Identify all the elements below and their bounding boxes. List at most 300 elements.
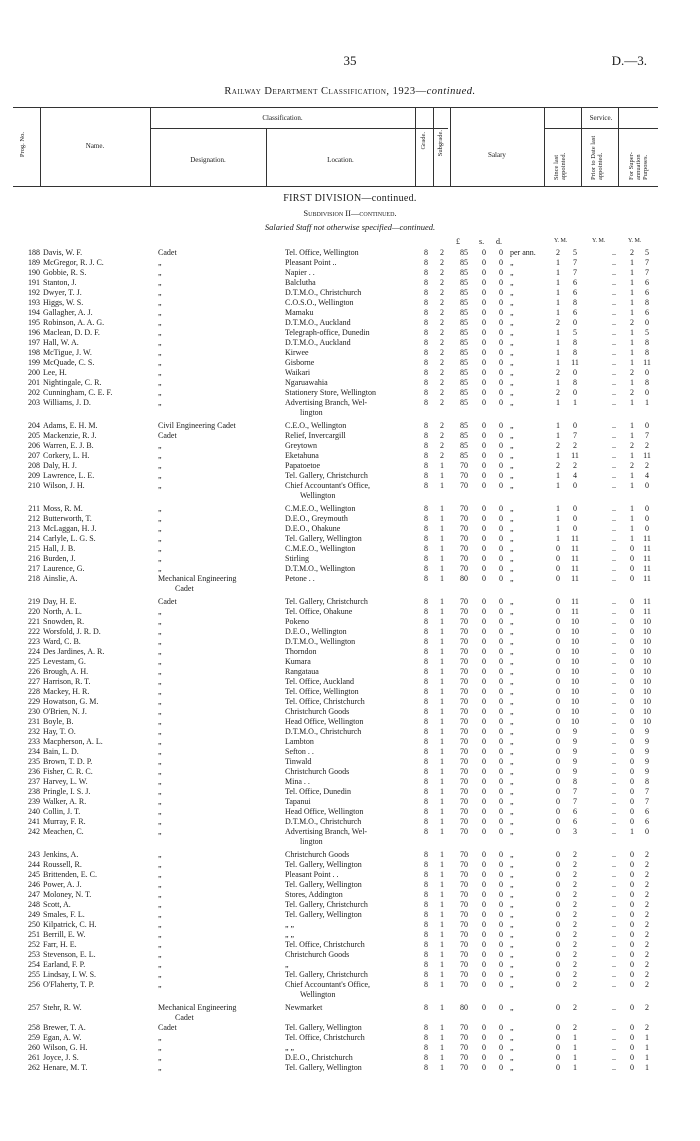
cell-super-months: 7 bbox=[645, 431, 649, 440]
cell-since-months: 2 bbox=[573, 920, 577, 929]
cell-designation: „ bbox=[158, 870, 162, 879]
cell-prog-no: 193 bbox=[28, 298, 40, 307]
cell-super-months: 11 bbox=[643, 534, 651, 543]
cell-pence: 0 bbox=[499, 747, 503, 756]
cell-super-years: 0 bbox=[630, 727, 634, 736]
cell-super-months: 2 bbox=[645, 880, 649, 889]
cell-prog-no: 256 bbox=[28, 980, 40, 989]
cell-prior: .. bbox=[612, 481, 616, 490]
cell-since-months: 2 bbox=[573, 900, 577, 909]
cell-prog-no: 245 bbox=[28, 870, 40, 879]
cell-super-years: 0 bbox=[630, 797, 634, 806]
cell-super-months: 2 bbox=[645, 441, 649, 450]
cell-grade: 8 bbox=[424, 431, 428, 440]
cell-pence: 0 bbox=[499, 481, 503, 490]
cell-since-years: 1 bbox=[556, 308, 560, 317]
cell-period: „ bbox=[510, 574, 514, 583]
cell-grade: 8 bbox=[424, 767, 428, 776]
cell-super-years: 0 bbox=[630, 1053, 634, 1062]
cell-name: Cunningham, C. E. F. bbox=[43, 388, 113, 397]
cell-since-months: 10 bbox=[571, 627, 579, 636]
cell-grade: 8 bbox=[424, 717, 428, 726]
cell-designation: „ bbox=[158, 504, 162, 513]
cell-pence: 0 bbox=[499, 544, 503, 553]
table-row bbox=[0, 970, 700, 980]
cell-period: „ bbox=[510, 807, 514, 816]
cell-shillings: 0 bbox=[482, 880, 486, 889]
cell-shillings: 0 bbox=[482, 870, 486, 879]
cell-since-years: 1 bbox=[556, 348, 560, 357]
cell-prog-no: 209 bbox=[28, 471, 40, 480]
cell-name: Moss, R. M. bbox=[43, 504, 83, 513]
cell-pounds: 70 bbox=[460, 910, 468, 919]
cell-grade: 8 bbox=[424, 737, 428, 746]
cell-prior: .. bbox=[612, 278, 616, 287]
cell-designation: „ bbox=[158, 514, 162, 523]
cell-period: „ bbox=[510, 980, 514, 989]
cell-since-years: 0 bbox=[556, 880, 560, 889]
table-row bbox=[0, 767, 700, 777]
cell-pence: 0 bbox=[499, 278, 503, 287]
cell-pence: 0 bbox=[499, 880, 503, 889]
cell-period: „ bbox=[510, 797, 514, 806]
cell-location: Papatoetoe bbox=[285, 461, 321, 470]
cell-designation: „ bbox=[158, 747, 162, 756]
cell-super-months: 10 bbox=[643, 677, 651, 686]
unit-ym-prior: Y. M. bbox=[592, 238, 606, 244]
cell-since-years: 0 bbox=[556, 960, 560, 969]
cell-pounds: 70 bbox=[460, 900, 468, 909]
cell-prog-no: 247 bbox=[28, 890, 40, 899]
cell-location: D.T.M.O., Christchurch bbox=[285, 288, 362, 297]
cell-shillings: 0 bbox=[482, 970, 486, 979]
cell-pounds: 70 bbox=[460, 767, 468, 776]
table-row bbox=[0, 358, 700, 368]
cell-pence: 0 bbox=[499, 687, 503, 696]
cell-since-months: 7 bbox=[573, 268, 577, 277]
cell-pounds: 85 bbox=[460, 268, 468, 277]
cell-since-months: 9 bbox=[573, 747, 577, 756]
cell-period: „ bbox=[510, 441, 514, 450]
cell-shillings: 0 bbox=[482, 534, 486, 543]
cell-period: „ bbox=[510, 1063, 514, 1072]
cell-super-months: 10 bbox=[643, 697, 651, 706]
table-row bbox=[0, 461, 700, 471]
cell-prior: .. bbox=[612, 910, 616, 919]
cell-shillings: 0 bbox=[482, 544, 486, 553]
cell-super-years: 0 bbox=[630, 860, 634, 869]
cell-prior: .. bbox=[612, 461, 616, 470]
cell-grade: 8 bbox=[424, 504, 428, 513]
cell-prog-no: 192 bbox=[28, 288, 40, 297]
cell-name: Henare, M. T. bbox=[43, 1063, 88, 1072]
cell-since-years: 0 bbox=[556, 574, 560, 583]
cell-super-years: 0 bbox=[630, 717, 634, 726]
cell-designation: Civil Engineering Cadet bbox=[158, 421, 236, 430]
cell-super-months: 11 bbox=[643, 451, 651, 460]
cell-since-years: 1 bbox=[556, 524, 560, 533]
cell-super-months: 11 bbox=[643, 544, 651, 553]
cell-period: „ bbox=[510, 767, 514, 776]
cell-shillings: 0 bbox=[482, 451, 486, 460]
cell-designation: „ bbox=[158, 667, 162, 676]
cell-grade: 8 bbox=[424, 637, 428, 646]
table-row bbox=[0, 900, 700, 910]
cell-since-years: 1 bbox=[556, 358, 560, 367]
cell-pence: 0 bbox=[499, 807, 503, 816]
cell-grade: 8 bbox=[424, 930, 428, 939]
table-row bbox=[0, 687, 700, 697]
cell-subgrade: 2 bbox=[440, 278, 444, 287]
cell-pence: 0 bbox=[499, 338, 503, 347]
cell-prior: .. bbox=[612, 617, 616, 626]
table-row bbox=[0, 514, 700, 524]
cell-prior: .. bbox=[612, 737, 616, 746]
cell-pounds: 70 bbox=[460, 880, 468, 889]
cell-grade: 8 bbox=[424, 421, 428, 430]
unit-ym-super: Y. M. bbox=[628, 238, 642, 244]
cell-super-years: 2 bbox=[630, 318, 634, 327]
cell-super-months: 0 bbox=[645, 388, 649, 397]
cell-super-years: 0 bbox=[630, 1023, 634, 1032]
cell-pence: 0 bbox=[499, 940, 503, 949]
cell-prog-no: 252 bbox=[28, 940, 40, 949]
cell-subgrade: 2 bbox=[440, 358, 444, 367]
cell-pence: 0 bbox=[499, 647, 503, 656]
cell-pounds: 85 bbox=[460, 451, 468, 460]
cell-grade: 8 bbox=[424, 398, 428, 407]
cell-name: Daly, H. J. bbox=[43, 461, 77, 470]
cell-subgrade: 1 bbox=[440, 870, 444, 879]
cell-pounds: 85 bbox=[460, 358, 468, 367]
cell-since-months: 0 bbox=[573, 421, 577, 430]
cell-subgrade: 1 bbox=[440, 524, 444, 533]
table-row bbox=[0, 388, 700, 398]
cell-super-months: 11 bbox=[643, 564, 651, 573]
cell-grade: 8 bbox=[424, 597, 428, 606]
cell-location: Waikari bbox=[285, 368, 311, 377]
cell-period: „ bbox=[510, 398, 514, 407]
cell-subgrade: 2 bbox=[440, 288, 444, 297]
cell-prior: .. bbox=[612, 338, 616, 347]
cell-name: Pringle, I. S. J. bbox=[43, 787, 91, 796]
cell-super-years: 0 bbox=[630, 574, 634, 583]
cell-since-months: 8 bbox=[573, 777, 577, 786]
cell-shillings: 0 bbox=[482, 328, 486, 337]
cell-prog-no: 254 bbox=[28, 960, 40, 969]
cell-super-years: 0 bbox=[630, 554, 634, 563]
cell-subgrade: 1 bbox=[440, 727, 444, 736]
cell-prog-no: 244 bbox=[28, 860, 40, 869]
cell-location: Stirling bbox=[285, 554, 310, 563]
cell-pounds: 70 bbox=[460, 717, 468, 726]
cell-prior: .. bbox=[612, 930, 616, 939]
cell-super-months: 6 bbox=[645, 817, 649, 826]
cell-super-months: 2 bbox=[645, 960, 649, 969]
cell-super-months: 0 bbox=[645, 421, 649, 430]
cell-designation: „ bbox=[158, 727, 162, 736]
table-row bbox=[0, 268, 700, 278]
cell-pence: 0 bbox=[499, 870, 503, 879]
cell-name: Stevenson, E. L. bbox=[43, 950, 96, 959]
cell-shillings: 0 bbox=[482, 368, 486, 377]
cell-location: Sefton . . bbox=[285, 747, 314, 756]
cell-super-months: 8 bbox=[645, 378, 649, 387]
cell-period: „ bbox=[510, 960, 514, 969]
cell-prior: .. bbox=[612, 687, 616, 696]
cell-since-months: 9 bbox=[573, 767, 577, 776]
cell-grade: 8 bbox=[424, 817, 428, 826]
cell-prior: .. bbox=[612, 757, 616, 766]
cell-location: Tel. Office, Ohakune bbox=[285, 607, 353, 616]
cell-super-months: 4 bbox=[645, 471, 649, 480]
cell-designation: Cadet bbox=[158, 597, 177, 606]
cell-prior: .. bbox=[612, 807, 616, 816]
cell-period: „ bbox=[510, 687, 514, 696]
cell-since-years: 0 bbox=[556, 797, 560, 806]
cell-pence: 0 bbox=[499, 431, 503, 440]
cell-pounds: 70 bbox=[460, 747, 468, 756]
table-row bbox=[0, 737, 700, 747]
cell-shillings: 0 bbox=[482, 597, 486, 606]
cell-grade: 8 bbox=[424, 627, 428, 636]
cell-designation: „ bbox=[158, 328, 162, 337]
table-row bbox=[0, 960, 700, 970]
cell-super-years: 0 bbox=[630, 607, 634, 616]
cell-prior: .. bbox=[612, 248, 616, 257]
cell-prog-no: 196 bbox=[28, 328, 40, 337]
cell-prior: .. bbox=[612, 777, 616, 786]
cell-pence: 0 bbox=[499, 850, 503, 859]
cell-designation: „ bbox=[158, 757, 162, 766]
cell-prior: .. bbox=[612, 827, 616, 836]
cell-prior: .. bbox=[612, 514, 616, 523]
cell-since-months: 10 bbox=[571, 717, 579, 726]
cell-super-years: 0 bbox=[630, 777, 634, 786]
cell-location: D.E.O., Christchurch bbox=[285, 1053, 353, 1062]
cell-since-years: 0 bbox=[556, 727, 560, 736]
cell-since-months: 8 bbox=[573, 348, 577, 357]
cell-prior: .. bbox=[612, 1003, 616, 1012]
cell-since-years: 0 bbox=[556, 657, 560, 666]
cell-super-years: 0 bbox=[630, 1063, 634, 1072]
cell-since-months: 9 bbox=[573, 727, 577, 736]
cell-location: Chief Accountant's Office, bbox=[285, 481, 371, 490]
cell-pounds: 70 bbox=[460, 667, 468, 676]
cell-since-years: 0 bbox=[556, 637, 560, 646]
cell-super-months: 9 bbox=[645, 767, 649, 776]
cell-designation: „ bbox=[158, 554, 162, 563]
cell-prior: .. bbox=[612, 880, 616, 889]
cell-prog-no: 200 bbox=[28, 368, 40, 377]
cell-prog-no: 221 bbox=[28, 617, 40, 626]
cell-designation: Cadet bbox=[158, 248, 177, 257]
cell-since-months: 10 bbox=[571, 617, 579, 626]
cell-location: C.E.O., Wellington bbox=[285, 421, 347, 430]
cell-super-years: 1 bbox=[630, 298, 634, 307]
cell-super-years: 0 bbox=[630, 960, 634, 969]
cell-pence: 0 bbox=[499, 960, 503, 969]
cell-name: Bain, L. D. bbox=[43, 747, 79, 756]
cell-pence: 0 bbox=[499, 534, 503, 543]
cell-name: Collin, J. T. bbox=[43, 807, 81, 816]
cell-prior: .. bbox=[612, 524, 616, 533]
cell-location: Tel. Office, Wellington bbox=[285, 248, 359, 257]
cell-super-years: 0 bbox=[630, 564, 634, 573]
cell-pounds: 85 bbox=[460, 248, 468, 257]
cell-name: Butterworth, T. bbox=[43, 514, 92, 523]
cell-location: Relief, Invercargill bbox=[285, 431, 346, 440]
cell-location: Telegraph-office, Dunedin bbox=[285, 328, 370, 337]
cell-subgrade: 1 bbox=[440, 787, 444, 796]
cell-location: Tel. Office, Christchurch bbox=[285, 697, 365, 706]
cell-since-months: 9 bbox=[573, 737, 577, 746]
cell-period: „ bbox=[510, 597, 514, 606]
cell-prog-no: 216 bbox=[28, 554, 40, 563]
cell-super-months: 2 bbox=[645, 1003, 649, 1012]
cell-designation-continued: Cadet bbox=[175, 1013, 194, 1022]
cell-since-years: 0 bbox=[556, 554, 560, 563]
cell-name: North, A. L. bbox=[43, 607, 82, 616]
cell-since-years: 0 bbox=[556, 980, 560, 989]
table-row bbox=[0, 308, 700, 318]
table-row bbox=[0, 920, 700, 930]
table-row bbox=[0, 860, 700, 870]
cell-pence: 0 bbox=[499, 757, 503, 766]
cell-prior: .. bbox=[612, 960, 616, 969]
cell-shillings: 0 bbox=[482, 1043, 486, 1052]
cell-pounds: 70 bbox=[460, 1063, 468, 1072]
cell-designation: Cadet bbox=[158, 1023, 177, 1032]
cell-name: Egan, A. W. bbox=[43, 1033, 82, 1042]
cell-super-months: 0 bbox=[645, 504, 649, 513]
cell-shillings: 0 bbox=[482, 607, 486, 616]
cell-subgrade: 1 bbox=[440, 930, 444, 939]
cell-since-months: 2 bbox=[573, 860, 577, 869]
cell-grade: 8 bbox=[424, 544, 428, 553]
cell-name: Kilpatrick, C. H. bbox=[43, 920, 97, 929]
cell-super-years: 1 bbox=[630, 534, 634, 543]
cell-super-months: 2 bbox=[645, 900, 649, 909]
cell-prior: .. bbox=[612, 451, 616, 460]
cell-pence: 0 bbox=[499, 727, 503, 736]
cell-name: Snowden, R. bbox=[43, 617, 85, 626]
cell-pounds: 70 bbox=[460, 524, 468, 533]
cell-designation: „ bbox=[158, 388, 162, 397]
cell-super-years: 0 bbox=[630, 667, 634, 676]
cell-super-months: 10 bbox=[643, 637, 651, 646]
cell-shillings: 0 bbox=[482, 421, 486, 430]
cell-prior: .. bbox=[612, 1063, 616, 1072]
cell-pence: 0 bbox=[499, 717, 503, 726]
cell-since-years: 0 bbox=[556, 1063, 560, 1072]
cell-subgrade: 1 bbox=[440, 960, 444, 969]
cell-since-months: 10 bbox=[571, 687, 579, 696]
cell-designation: „ bbox=[158, 827, 162, 836]
cell-super-years: 1 bbox=[630, 308, 634, 317]
cell-since-months: 2 bbox=[573, 880, 577, 889]
cell-designation: „ bbox=[158, 930, 162, 939]
cell-since-years: 0 bbox=[556, 677, 560, 686]
table-row bbox=[0, 1003, 700, 1013]
cell-pounds: 70 bbox=[460, 471, 468, 480]
table-row bbox=[0, 504, 700, 514]
cell-prog-no: 206 bbox=[28, 441, 40, 450]
cell-pence: 0 bbox=[499, 268, 503, 277]
cell-super-months: 1 bbox=[645, 398, 649, 407]
cell-prior: .. bbox=[612, 398, 616, 407]
cell-grade: 8 bbox=[424, 574, 428, 583]
cell-super-months: 9 bbox=[645, 747, 649, 756]
cell-designation: „ bbox=[158, 338, 162, 347]
cell-location: Stores, Addington bbox=[285, 890, 343, 899]
cell-pounds: 70 bbox=[460, 627, 468, 636]
cell-grade: 8 bbox=[424, 697, 428, 706]
cell-super-years: 0 bbox=[630, 677, 634, 686]
cell-prog-no: 219 bbox=[28, 597, 40, 606]
cell-subgrade: 2 bbox=[440, 258, 444, 267]
cell-super-years: 1 bbox=[630, 328, 634, 337]
cell-pence: 0 bbox=[499, 627, 503, 636]
cell-period: „ bbox=[510, 564, 514, 573]
cell-subgrade: 1 bbox=[440, 1063, 444, 1072]
cell-subgrade: 1 bbox=[440, 1033, 444, 1042]
cell-subgrade: 2 bbox=[440, 431, 444, 440]
table-row bbox=[0, 338, 700, 348]
cell-super-months: 11 bbox=[643, 597, 651, 606]
cell-location: Christchurch Goods bbox=[285, 850, 350, 859]
cell-since-years: 0 bbox=[556, 777, 560, 786]
cell-shillings: 0 bbox=[482, 461, 486, 470]
cell-pounds: 70 bbox=[460, 481, 468, 490]
cell-prior: .. bbox=[612, 920, 616, 929]
cell-pence: 0 bbox=[499, 827, 503, 836]
cell-super-years: 0 bbox=[630, 707, 634, 716]
table-row bbox=[0, 807, 700, 817]
cell-location: Tel. Office, Auckland bbox=[285, 677, 355, 686]
cell-prior: .. bbox=[612, 980, 616, 989]
table-row bbox=[0, 288, 700, 298]
cell-name: Mackey, H. R. bbox=[43, 687, 90, 696]
cell-super-years: 0 bbox=[630, 697, 634, 706]
cell-shillings: 0 bbox=[482, 940, 486, 949]
cell-since-years: 1 bbox=[556, 328, 560, 337]
cell-location: Tapanui bbox=[285, 797, 311, 806]
page-reference: D.—3. bbox=[611, 53, 647, 68]
cell-name: O'Flaherty, T. P. bbox=[43, 980, 95, 989]
cell-prior: .. bbox=[612, 544, 616, 553]
table-row bbox=[0, 258, 700, 268]
table-row bbox=[0, 757, 700, 767]
cell-since-years: 0 bbox=[556, 767, 560, 776]
cell-super-months: 10 bbox=[643, 647, 651, 656]
cell-super-years: 0 bbox=[630, 647, 634, 656]
unit-pound: £ bbox=[456, 237, 460, 246]
cell-grade: 8 bbox=[424, 318, 428, 327]
cell-pence: 0 bbox=[499, 737, 503, 746]
cell-pounds: 70 bbox=[460, 677, 468, 686]
cell-super-years: 1 bbox=[630, 827, 634, 836]
cell-pence: 0 bbox=[499, 514, 503, 523]
cell-grade: 8 bbox=[424, 797, 428, 806]
cell-shillings: 0 bbox=[482, 757, 486, 766]
cell-subgrade: 1 bbox=[440, 697, 444, 706]
cell-shillings: 0 bbox=[482, 737, 486, 746]
cell-subgrade: 1 bbox=[440, 617, 444, 626]
cell-grade: 8 bbox=[424, 348, 428, 357]
cell-since-years: 1 bbox=[556, 504, 560, 513]
cell-pounds: 85 bbox=[460, 328, 468, 337]
